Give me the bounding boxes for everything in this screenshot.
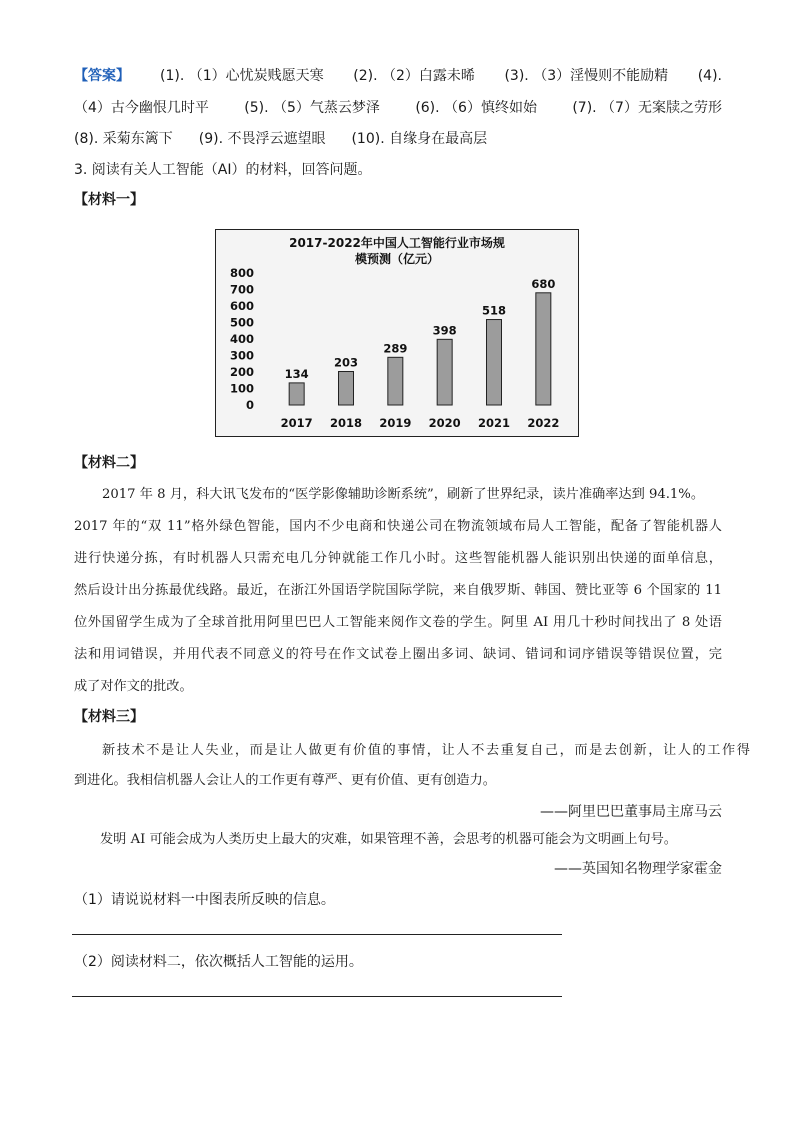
bar-2019 [388, 357, 403, 405]
bar-2018 [339, 372, 354, 405]
y-tick-label: 400 [229, 332, 254, 346]
y-tick-label: 100 [229, 381, 254, 396]
answer-item: (6). （6）慎终如始 [415, 100, 537, 116]
answer-item: (4). [697, 68, 722, 84]
data-label: 134 [284, 366, 309, 381]
answer-item: (7). （7）无案牍之劳形 [572, 100, 722, 116]
answer-row-2 [74, 97, 722, 119]
material-2-line: 然后设计出分拣最优线路。最近，在浙江外国语学院国际学院，来自俄罗斯、韩国、赞比亚等 6 个国家的 11 [74, 583, 722, 598]
bar-chart [215, 229, 579, 437]
x-tick-label: 2019 [379, 416, 412, 430]
material-3-line: 到进化。我相信机器人会让人的工作更有尊严、更有价值、更有创造力。 [74, 773, 496, 788]
answer-row-1 [74, 65, 722, 87]
y-tick-label: 500 [229, 315, 254, 330]
bar-2022 [536, 293, 551, 405]
data-label: 203 [333, 355, 359, 370]
material-2-line: 位外国留学生成为了全球首批用阿里巴巴人工智能来阅作文卷的学生。阿里 AI 用几十秒时间找出了 8 处语 [74, 615, 722, 630]
answer-item: (8). 采菊东篱下 [74, 131, 173, 147]
quote-2-source: ——英国知名物理学家霍金 [554, 861, 722, 877]
chart-title-line-1: 2017-2022年中国人工智能行业市场规 [289, 236, 505, 250]
x-tick-label: 2017 [280, 416, 313, 430]
bar-2020 [437, 339, 452, 405]
y-tick-label: 600 [229, 299, 254, 313]
y-tick-label: 700 [229, 282, 254, 297]
material-2-line: 2017 年 8 月，科大讯飞发布的“医学影像辅助诊断系统”，刷新了世界纪录，读片准确率达到 94.1%。 [102, 487, 705, 502]
quote-2: 发明 AI 可能会成为人类历史上最大的灾难，如果管理不善，会思考的机器可能会为文明画上句号。 [100, 832, 677, 847]
material-2-label: 【材料二】 [74, 455, 144, 471]
material-3-label: 【材料三】 [74, 709, 144, 725]
x-tick-label: 2022 [527, 416, 560, 430]
answer-tag: 【答案】 [74, 68, 130, 84]
answer-item: (5). （5）气蒸云梦泽 [244, 100, 380, 116]
material-2-line: 进行快递分拣，有时机器人只需充电几分钟就能工作几小时。这些智能机器人能识别出快递的面单信息， [74, 551, 722, 566]
answer-item: (2). （2）白露未晞 [353, 68, 475, 84]
x-tick-label: 2021 [477, 416, 511, 430]
sub-question-1: （1）请说说材料一中图表所反映的信息。 [74, 892, 335, 908]
y-tick-label: 300 [229, 348, 254, 363]
bar-2017 [289, 383, 304, 405]
x-tick-label: 2018 [329, 416, 363, 430]
y-tick-label: 200 [229, 365, 254, 379]
material-2-line: 2017 年的“双 11”格外绿色智能，国内不少电商和快递公司在物流领域布局人工智能，配备了智能机器人 [74, 519, 722, 534]
bar-2021 [487, 320, 502, 405]
material-2-line: 成了对作文的批改。 [74, 679, 193, 694]
answer-line-2[interactable] [72, 996, 562, 997]
material-1-label: 【材料一】 [74, 192, 144, 208]
answer-item: (9). 不畏浮云遮望眼 [198, 131, 326, 147]
data-label: 518 [481, 303, 507, 318]
material-3-line: 新技术不是让人失业，而是让人做更有价值的事情，让人不去重复自己，而是去创新，让人的工作得 [102, 743, 750, 758]
material-2-line: 法和用词错误，并用代表不同意义的符号在作文试卷上圈出多词、缺词、错词和词序错误等错误位置，完 [74, 647, 722, 662]
chart-svg [216, 230, 578, 436]
y-tick-label: 800 [229, 266, 254, 280]
quote-1-source: ——阿里巴巴董事局主席马云 [540, 804, 722, 820]
data-label: 680 [531, 276, 556, 291]
sub-question-2: （2）阅读材料二，依次概括人工智能的运用。 [74, 954, 363, 970]
answer-item: (1). （1）心忧炭贱愿天寒 [160, 68, 324, 84]
answer-item: (10). 自缘身在最高层 [351, 131, 488, 147]
answer-item: (3). （3）淫慢则不能励精 [504, 68, 669, 84]
x-tick-label: 2020 [428, 416, 461, 430]
chart-title-line-2: 模预测（亿元） [354, 252, 440, 266]
data-label: 398 [432, 323, 457, 338]
answer-line-1[interactable] [72, 934, 562, 935]
y-tick-label: 0 [245, 398, 254, 412]
data-label: 289 [383, 341, 408, 356]
question-intro: 3. 阅读有关人工智能（AI）的材料，回答问题。 [74, 162, 372, 178]
answer-item: （4）古今幽恨几时平 [74, 100, 209, 116]
answer-row-3 [74, 128, 487, 150]
